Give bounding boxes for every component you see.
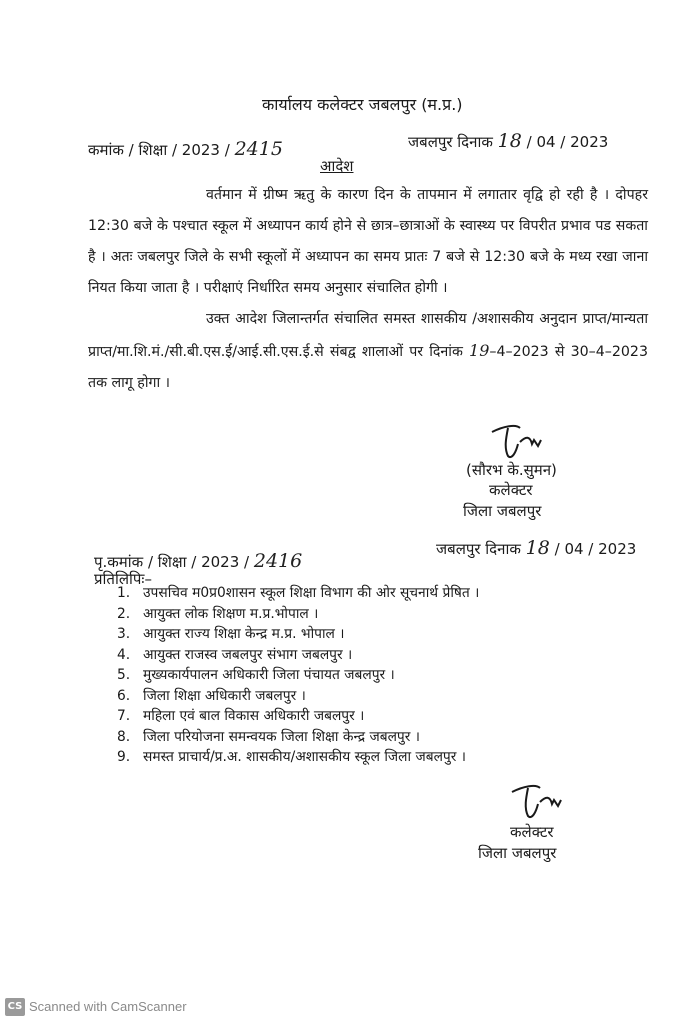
recipient-item: 4. आयुक्त राजस्व जबलपुर संभाग जबलपुर ।: [117, 646, 353, 663]
copy-label: प्रतिलिपिः–: [94, 570, 152, 588]
recipient-item: 6. जिला शिक्षा अधिकारी जबलपुर ।: [117, 687, 306, 704]
order-body: [88, 180, 648, 399]
order-title: आदेश: [320, 157, 354, 175]
camscanner-watermark: Scanned with CamScanner: [29, 999, 187, 1014]
recipient-list: [117, 583, 479, 768]
order-ref-prefix: कमांक / शिक्षा / 2023 /: [88, 141, 230, 159]
collector-name: (सौरभ के.सुमन): [466, 461, 557, 479]
order-paragraph-2: [88, 304, 648, 399]
endorsement-date: [436, 538, 636, 559]
endorsement-date-day: 18: [525, 537, 550, 559]
collector-designation-1: कलेक्टर: [489, 481, 533, 499]
recipient-item: 5. मुख्यकार्यपालन अधिकारी जिला पंचायत जबलपुर ।: [117, 667, 395, 683]
order-date: [408, 131, 608, 152]
order-ref-number: 2415: [234, 138, 283, 160]
collector-signature-1: [486, 422, 554, 464]
order-date-rest: / 04 / 2023: [526, 133, 609, 151]
endorsement-ref-number: 2416: [253, 550, 303, 572]
endorsement-date-rest: / 04 / 2023: [554, 540, 637, 558]
para2-start: उक्त आदेश जिलान्तर्गत संचालित समस्त शासकीय /अशासकीय अनुदान प्राप्त/मान्यता प्राप्त/मा.शि.मं./सी.बी.एस.ई/आई.सी.एस.ई.से संबद्व शालाओं पर दिनांक: [88, 311, 648, 360]
order-reference: [88, 139, 283, 160]
para2-end: –4–2023 से 30–4–2023 तक लागू होगा ।: [88, 344, 648, 391]
order-paragraph-1: वर्तमान में ग्रीष्म ऋतु के कारण दिन के तापमान में लगातार वृद्वि हो रही है । दोपहर 12:30 बजे के पश्चात स्कूल में अध्यापन कार्य होने से छात्र–छात्राओं के स्वास्थ्य पर विपरीत प्रभाव पड सकता है । अतः जबलपुर जिले के सभी स्कूलों में अध्यापन का समय प्रातः 7 बजे से 12:30 बजे के मध्य रखा जाना नियत किया जाता है । परीक्षाएं निर्धारित समय अनुसार संचालित होगी ।: [88, 187, 648, 296]
collector-designation-2: कलेक्टर: [510, 823, 554, 841]
collector-district-2: जिला जबलपुर: [478, 844, 557, 862]
recipient-item: 9. समस्त प्राचार्य/प्र.अ. शासकीय/अशासकीय स्कूल जिला जबलपुर ।: [117, 749, 467, 765]
recipient-item: 3. आयुक्त राज्य शिक्षा केन्द्र म.प्र. भोपाल ।: [117, 626, 345, 642]
order-date-prefix: जबलपुर दिनाक: [408, 133, 493, 151]
collector-district-1: जिला जबलपुर: [463, 502, 542, 520]
recipient-item: 8. जिला परियोजना समन्वयक जिला शिक्षा केन्द्र जबलपुर ।: [117, 728, 421, 745]
collector-signature-2: [508, 782, 572, 824]
recipient-item: 1. उपसचिव म0प्र0शासन स्कूल शिक्षा विभाग की ओर सूचनार्थ प्रेषित ।: [117, 585, 480, 601]
para2-day: 19: [469, 341, 490, 360]
endorsement-date-prefix: जबलपुर दिनाक: [436, 540, 521, 558]
recipient-item: 2. आयुक्त लोक शिक्षण म.प्र.भोपाल ।: [117, 605, 319, 622]
endorsement-ref-prefix: पृ.कमांक / शिक्षा / 2023 /: [94, 553, 250, 571]
order-date-day: 18: [497, 130, 522, 152]
office-heading: कार्यालय कलेक्टर जबलपुर (म.प्र.): [262, 95, 463, 114]
recipient-item: 7. महिला एवं बाल विकास अधिकारी जबलपुर ।: [117, 708, 365, 724]
camscanner-logo-icon: CS: [5, 998, 25, 1016]
